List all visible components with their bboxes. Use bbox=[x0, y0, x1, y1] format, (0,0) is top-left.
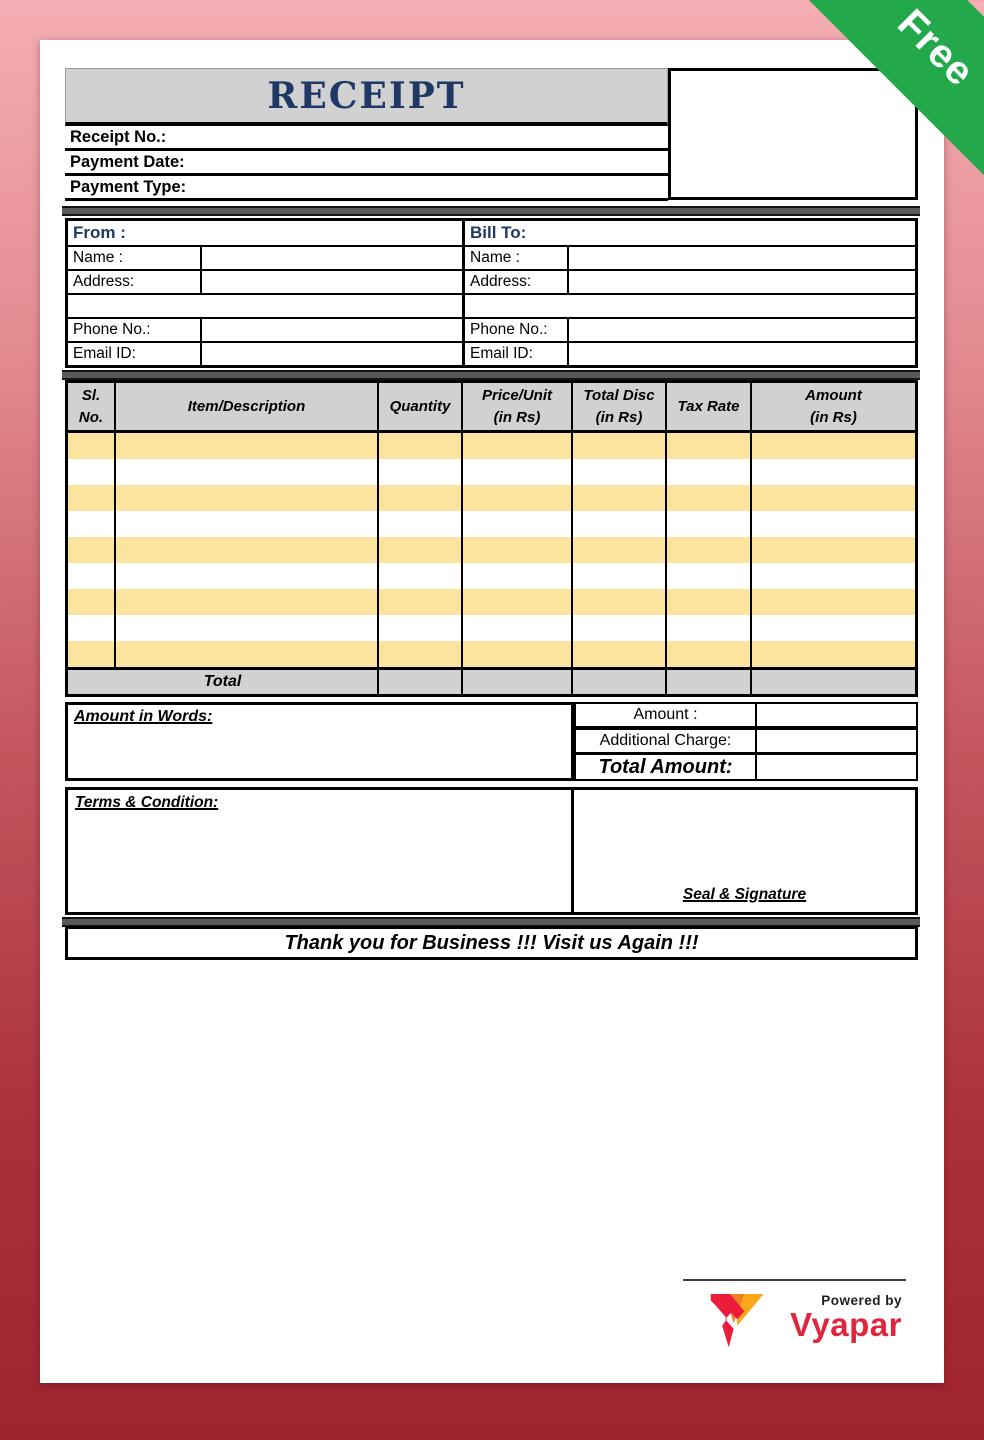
amount-in-words-box[interactable] bbox=[65, 702, 574, 781]
item-cell[interactable] bbox=[68, 511, 116, 537]
separator-bar bbox=[62, 206, 920, 216]
item-cell[interactable] bbox=[379, 641, 463, 667]
from-name-label: Name : bbox=[68, 247, 202, 269]
receipt-title-bar bbox=[65, 68, 668, 126]
item-cell[interactable] bbox=[573, 589, 667, 615]
item-cell[interactable] bbox=[116, 433, 379, 459]
bill-to-email-label: Email ID: bbox=[465, 343, 569, 365]
item-cell[interactable] bbox=[752, 485, 915, 511]
page-title: RECEIPT bbox=[267, 74, 466, 117]
summary-section bbox=[65, 702, 918, 781]
receipt-no-label: Receipt No.: bbox=[70, 127, 167, 146]
from-phone-row bbox=[68, 317, 462, 341]
total-tax-cell[interactable] bbox=[667, 670, 752, 694]
item-cell[interactable] bbox=[573, 537, 667, 563]
total-amount-cell[interactable] bbox=[752, 670, 915, 694]
amount-in-words-label: Amount in Words: bbox=[74, 708, 213, 725]
receipt-no-row bbox=[65, 126, 668, 151]
payment-type-row bbox=[65, 176, 668, 201]
item-cell[interactable] bbox=[463, 537, 573, 563]
from-address-field[interactable] bbox=[202, 271, 462, 293]
vyapar-wordmark: Vyapar bbox=[790, 1306, 902, 1343]
col-amount: Amount (in Rs) bbox=[805, 386, 862, 426]
item-cell[interactable] bbox=[379, 459, 463, 485]
additional-charge-label: Additional Charge: bbox=[574, 728, 757, 754]
branding-divider bbox=[683, 1279, 906, 1281]
item-cell[interactable] bbox=[463, 485, 573, 511]
item-cell[interactable] bbox=[667, 485, 752, 511]
payment-date-field[interactable] bbox=[185, 151, 668, 173]
item-row bbox=[68, 641, 915, 667]
item-cell[interactable] bbox=[573, 563, 667, 589]
payment-type-field[interactable] bbox=[186, 176, 668, 198]
from-name-field[interactable] bbox=[202, 247, 462, 269]
item-cell[interactable] bbox=[752, 537, 915, 563]
additional-charge-field[interactable] bbox=[757, 728, 918, 754]
item-cell[interactable] bbox=[463, 641, 573, 667]
item-cell[interactable] bbox=[379, 485, 463, 511]
bill-to-email-field[interactable] bbox=[569, 343, 915, 365]
item-row bbox=[68, 563, 915, 589]
item-cell[interactable] bbox=[573, 511, 667, 537]
payment-date-label: Payment Date: bbox=[70, 152, 185, 171]
col-sl-no: Sl. No. bbox=[68, 383, 116, 430]
total-amount-label: Total Amount: bbox=[574, 753, 757, 781]
from-email-row bbox=[68, 341, 462, 365]
item-cell[interactable] bbox=[667, 563, 752, 589]
item-cell[interactable] bbox=[379, 615, 463, 641]
item-cell[interactable] bbox=[68, 485, 116, 511]
item-row bbox=[68, 485, 915, 511]
bill-to-name-row bbox=[465, 245, 915, 269]
item-cell[interactable] bbox=[116, 641, 379, 667]
additional-charge-row bbox=[574, 728, 918, 754]
item-cell[interactable] bbox=[379, 563, 463, 589]
item-cell[interactable] bbox=[463, 563, 573, 589]
item-row bbox=[68, 589, 915, 615]
from-address-label: Address: bbox=[68, 271, 202, 293]
from-email-field[interactable] bbox=[202, 343, 462, 365]
thank-you-bar bbox=[65, 926, 918, 960]
item-cell[interactable] bbox=[667, 511, 752, 537]
item-cell[interactable] bbox=[68, 563, 116, 589]
bill-to-address2-field[interactable] bbox=[465, 295, 915, 317]
col-tax-rate: Tax Rate bbox=[667, 383, 752, 430]
terms-box[interactable] bbox=[68, 790, 574, 912]
terms-label: Terms & Condition: bbox=[75, 794, 219, 811]
item-cell[interactable] bbox=[463, 459, 573, 485]
bill-to-address2-row bbox=[465, 293, 915, 317]
item-cell[interactable] bbox=[573, 615, 667, 641]
item-row bbox=[68, 459, 915, 485]
amount-row bbox=[574, 702, 918, 728]
item-cell[interactable] bbox=[379, 537, 463, 563]
item-cell[interactable] bbox=[68, 641, 116, 667]
item-cell[interactable] bbox=[68, 615, 116, 641]
item-cell[interactable] bbox=[752, 615, 915, 641]
item-row bbox=[68, 433, 915, 459]
item-cell[interactable] bbox=[116, 563, 379, 589]
col-total-disc: Total Disc (in Rs) bbox=[573, 383, 667, 430]
from-address-row bbox=[68, 269, 462, 293]
item-cell[interactable] bbox=[116, 537, 379, 563]
item-cell[interactable] bbox=[667, 459, 752, 485]
item-cell[interactable] bbox=[68, 459, 116, 485]
powered-by-label: Powered by bbox=[821, 1293, 902, 1308]
seal-signature-label: Seal & Signature bbox=[682, 886, 807, 903]
bill-to-title: Bill To: bbox=[470, 223, 527, 242]
item-cell[interactable] bbox=[116, 615, 379, 641]
item-cell[interactable] bbox=[463, 511, 573, 537]
company-logo-box bbox=[668, 68, 918, 200]
col-item-description: Item/Description bbox=[116, 383, 379, 430]
col-quantity: Quantity bbox=[379, 383, 463, 430]
item-cell[interactable] bbox=[573, 459, 667, 485]
bill-to-phone-label: Phone No.: bbox=[465, 319, 569, 341]
item-cell[interactable] bbox=[752, 589, 915, 615]
bill-to-name-label: Name : bbox=[465, 247, 569, 269]
item-cell[interactable] bbox=[752, 433, 915, 459]
item-cell[interactable] bbox=[667, 537, 752, 563]
total-label-cell: Total bbox=[68, 670, 379, 694]
from-address2-field[interactable] bbox=[68, 295, 462, 317]
from-phone-field[interactable] bbox=[202, 319, 462, 341]
item-cell[interactable] bbox=[463, 433, 573, 459]
separator-bar bbox=[62, 370, 920, 380]
total-disc-cell[interactable] bbox=[573, 670, 667, 694]
bill-to-panel bbox=[465, 221, 915, 365]
from-address2-row bbox=[68, 293, 462, 317]
item-cell[interactable] bbox=[116, 511, 379, 537]
item-cell[interactable] bbox=[68, 589, 116, 615]
bill-to-phone-field[interactable] bbox=[569, 319, 915, 341]
amount-field[interactable] bbox=[757, 702, 918, 728]
from-title: From : bbox=[73, 223, 126, 242]
item-row bbox=[68, 537, 915, 563]
items-table bbox=[65, 380, 918, 697]
item-cell[interactable] bbox=[68, 537, 116, 563]
receipt-no-field[interactable] bbox=[166, 126, 668, 148]
item-cell[interactable] bbox=[752, 459, 915, 485]
bill-to-address-field[interactable] bbox=[569, 271, 915, 293]
bill-to-phone-row bbox=[465, 317, 915, 341]
bill-to-email-row bbox=[465, 341, 915, 365]
item-cell[interactable] bbox=[463, 615, 573, 641]
items-table-header bbox=[68, 383, 915, 433]
item-cell[interactable] bbox=[573, 433, 667, 459]
item-cell[interactable] bbox=[463, 589, 573, 615]
item-cell[interactable] bbox=[667, 641, 752, 667]
item-cell[interactable] bbox=[752, 641, 915, 667]
terms-section bbox=[65, 787, 918, 915]
item-row bbox=[68, 615, 915, 641]
payment-date-row bbox=[65, 151, 668, 176]
item-cell[interactable] bbox=[379, 433, 463, 459]
item-row bbox=[68, 511, 915, 537]
item-cell[interactable] bbox=[379, 511, 463, 537]
item-cell[interactable] bbox=[68, 433, 116, 459]
parties-section bbox=[65, 218, 918, 368]
total-quantity-cell[interactable] bbox=[379, 670, 463, 694]
items-total-row bbox=[68, 667, 915, 694]
bill-to-name-field[interactable] bbox=[569, 247, 915, 269]
total-amount-field[interactable] bbox=[757, 753, 918, 781]
bill-to-address-label: Address: bbox=[465, 271, 569, 293]
item-cell[interactable] bbox=[116, 459, 379, 485]
free-ribbon-label: Free bbox=[889, 0, 984, 95]
from-email-label: Email ID: bbox=[68, 343, 202, 365]
item-cell[interactable] bbox=[573, 485, 667, 511]
from-phone-label: Phone No.: bbox=[68, 319, 202, 341]
item-cell[interactable] bbox=[667, 589, 752, 615]
items-body bbox=[68, 433, 915, 667]
item-cell[interactable] bbox=[116, 485, 379, 511]
item-cell[interactable] bbox=[667, 615, 752, 641]
seal-signature-box[interactable] bbox=[574, 790, 915, 912]
bill-to-address-row bbox=[465, 269, 915, 293]
item-cell[interactable] bbox=[116, 589, 379, 615]
payment-type-label: Payment Type: bbox=[70, 177, 187, 196]
item-cell[interactable] bbox=[667, 433, 752, 459]
item-cell[interactable] bbox=[573, 641, 667, 667]
from-panel bbox=[68, 221, 465, 365]
col-price-unit: Price/Unit (in Rs) bbox=[463, 383, 573, 430]
branding-text bbox=[758, 1293, 902, 1343]
thank-you-text: Thank you for Business !!! Visit us Again !!! bbox=[284, 931, 699, 954]
item-cell[interactable] bbox=[752, 511, 915, 537]
receipt-page bbox=[40, 40, 944, 1383]
total-price-cell[interactable] bbox=[463, 670, 573, 694]
from-name-row bbox=[68, 245, 462, 269]
amount-label: Amount : bbox=[574, 702, 757, 728]
total-amount-row bbox=[574, 753, 918, 781]
item-cell[interactable] bbox=[752, 563, 915, 589]
item-cell[interactable] bbox=[379, 589, 463, 615]
